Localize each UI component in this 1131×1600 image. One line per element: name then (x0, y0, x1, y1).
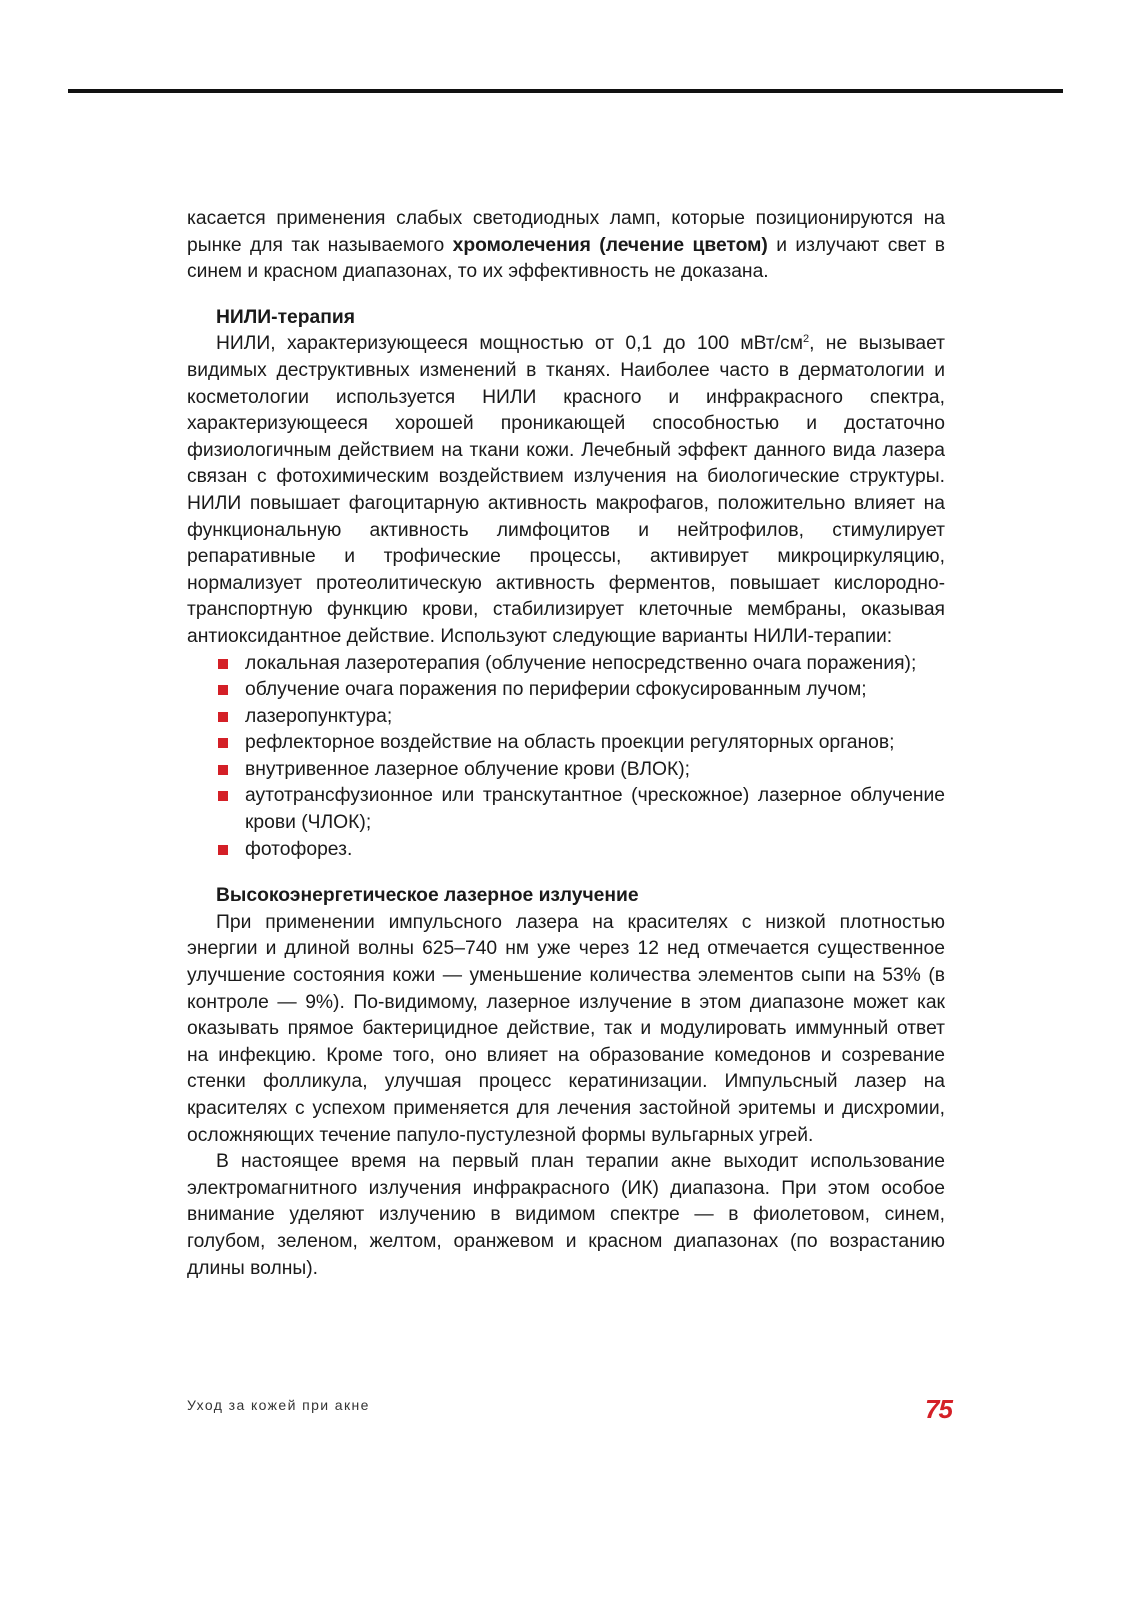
red-square-bullet-icon (218, 685, 228, 695)
intro-bold-term: хромолечения (лечение цветом) (452, 234, 768, 256)
list-item (216, 704, 945, 731)
high-energy-paragraph-1: При применении импульсного лазера на красителях с низкой плотностью энергии и длиной волны 625–740 нм уже через 12 нед отмечается существенное улучшение состояния кожи — уменьшение количества элементов сыпи на 53% (в контроле — 9%). По-видимому, лазерное излучение в этом диапазоне может как оказывать прямое бактерицидное действие, так и модулировать иммунный ответ на инфекцию. Кроме того, оно влияет на образование комедонов и созревание стенки фолликула, улучшая процесс кератинизации. Импульсный лазер на красителях с успехом применяется для лечения застойной эритемы и дисхромии, осложняющих течение папуло-пустулезной формы вульгарных угрей. (187, 911, 945, 1146)
list-item (216, 837, 945, 864)
list-item-text: локальная лазеротерапия (облучение непосредственно очага поражения); (245, 652, 917, 674)
superscript: 2 (802, 333, 810, 346)
list-item (216, 757, 945, 784)
red-square-bullet-icon (218, 791, 228, 801)
top-rule (68, 89, 1063, 93)
page-content (187, 206, 945, 1282)
intro-text-after: и излучают свет в синем и красном диапазонах, то их эффективность не доказана. (187, 234, 945, 283)
section-heading-high-energy-laser: Высокоэнергетическое лазерное излучение (216, 885, 639, 907)
high-energy-paragraph-2: В настоящее время на первый план терапии акне выходит использование электромагнитного излучения инфракрасного (ИК) диапазона. При этом особое внимание уделяют излучению в видимом спектре — в фиолетовом, синем, голубом, зеленом, желтом, оранжевом и красном диапазонах (по возрастанию длины волны). (187, 1151, 945, 1279)
list-item-text: лазеропунктура; (245, 705, 393, 727)
nili-paragraph (187, 331, 945, 650)
intro-paragraph (187, 206, 945, 286)
red-square-bullet-icon (218, 712, 228, 722)
red-square-bullet-icon (218, 845, 228, 855)
running-footer-title: Уход за кожей при акне (187, 1397, 370, 1413)
nili-text-before-sup: НИЛИ, характеризующееся мощностью от 0,1 до 100 мВт/см (216, 333, 803, 355)
page-number: 75 (925, 1394, 952, 1424)
red-square-bullet-icon (218, 765, 228, 775)
section-heading-nili: НИЛИ-терапия (216, 306, 356, 328)
nili-variants-list (187, 651, 945, 864)
list-item (216, 730, 945, 757)
list-item-text: рефлекторное воздействие на область проекции регуляторных органов; (245, 732, 895, 754)
list-item (216, 677, 945, 704)
list-item-text: фотофорез. (245, 838, 353, 860)
list-item-text: аутотрансфузионное или транскутантное (чрескожное) лазерное облучение крови (ЧЛОК); (245, 785, 945, 834)
list-item (216, 651, 945, 678)
list-item (216, 783, 945, 836)
nili-text-after-sup: , не вызывает видимых деструктивных изменений в тканях. Наиболее часто в дерматологии и косметологии используется НИЛИ красного и инфракрасного спектра, характеризующееся хорошей проникающей способностью и достаточно физиологичным действием на ткани кожи. Лечебный эффект данного вида лазера связан с фотохимическим воздействием излучения на биологические структуры. НИЛИ повышает фагоцитарную активность макрофагов, положительно влияет на функциональную активность лимфоцитов и нейтрофилов, стимулирует репаративные и трофические процессы, активирует микроциркуляцию, нормализует протеолитическую активность ферментов, повышает кислородно-транспортную функцию крови, стабилизирует клеточные мембраны, оказывая антиоксидантное действие. Используют следующие варианты НИЛИ-терапии: (187, 333, 945, 647)
intro-text-before: касается применения слабых светодиодных ламп, которые позиционируются на рынке для так называемого (187, 208, 945, 256)
list-item-text: внутривенное лазерное облучение крови (ВЛОК); (245, 758, 691, 780)
list-item-text: облучение очага поражения по периферии сфокусированным лучом; (245, 679, 867, 701)
red-square-bullet-icon (218, 738, 228, 748)
red-square-bullet-icon (218, 659, 228, 669)
